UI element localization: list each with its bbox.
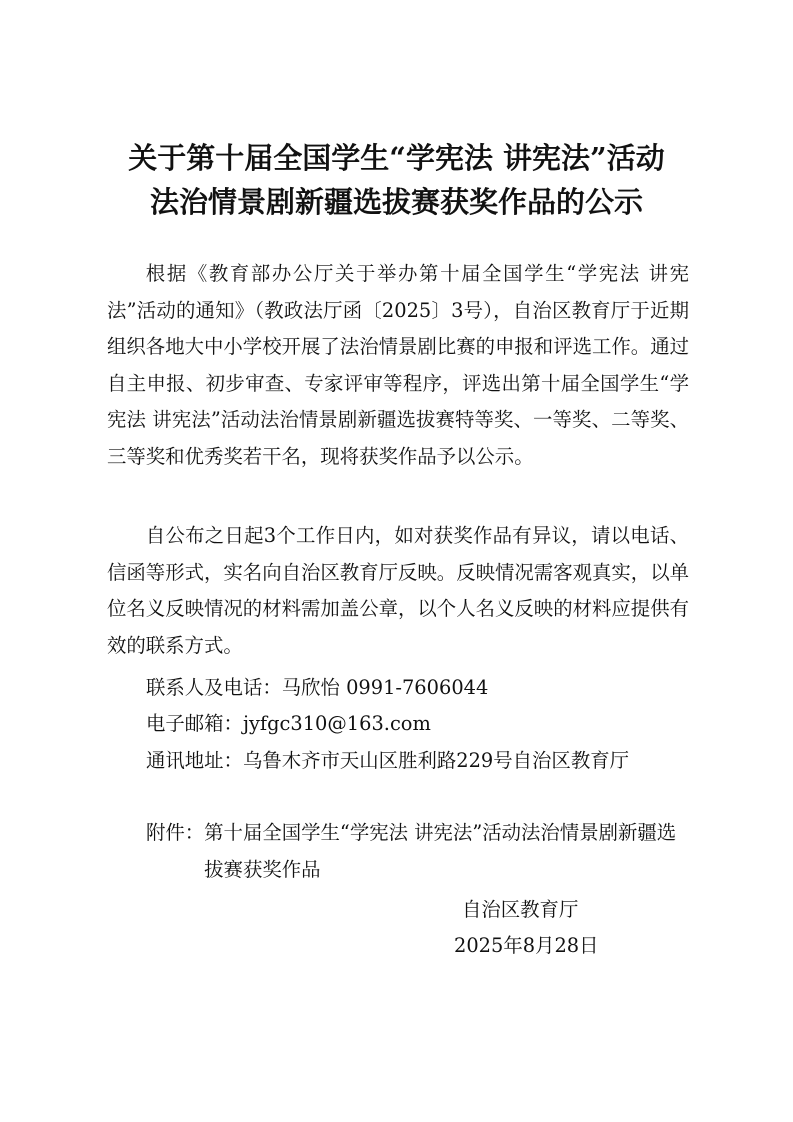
attachment-block: [146, 815, 691, 888]
contact-phone-line: 联系人及电话：马欣怡 0991-7606044: [146, 676, 489, 699]
paragraph-announcement: 根据《教育部办公厅关于举办第十届全国学生“学宪法 讲宪法”活动的通知》（教政法厅函〔2025〕3号），自治区教育厅于近期组织各地大中小学校开展了法治情景剧比赛的申报和评选工作。通过自主申报、初步审查、专家评审等程序，评选出第十届全国学生“学宪法 讲宪法”活动法治情景剧新疆选拔赛特等奖、一等奖、二等奖、三等奖和优秀奖若干名，现将获奖作品予以公示。: [107, 262, 689, 468]
attachment-title: 第十届全国学生“学宪法 讲宪法”活动法治情景剧新疆选拔赛获奖作品: [204, 821, 677, 881]
paragraph-objection-notice: 自公布之日起3个工作日内，如对获奖作品有异议，请以电话、信函等形式，实名向自治区教育厅反映。反映情况需客观真实，以单位名义反映情况的材料需加盖公章，以个人名义反映的材料应提供有效的联系方式。: [107, 524, 689, 657]
contact-address-line: 通讯地址：乌鲁木齐市天山区胜利路229号自治区教育厅: [146, 749, 629, 772]
contact-email-line: 电子邮箱：jyfgc310@163.com: [146, 712, 431, 735]
attachment-label: 附件：: [146, 821, 205, 844]
document-title-line-1: 关于第十届全国学生“学宪法 讲宪法”活动: [128, 141, 665, 175]
signature-organization: 自治区教育厅: [462, 898, 579, 921]
document-title-line-2: 法治情景剧新疆选拔赛获奖作品的公示: [149, 185, 643, 219]
signature-date: 2025年8月28日: [454, 934, 599, 957]
